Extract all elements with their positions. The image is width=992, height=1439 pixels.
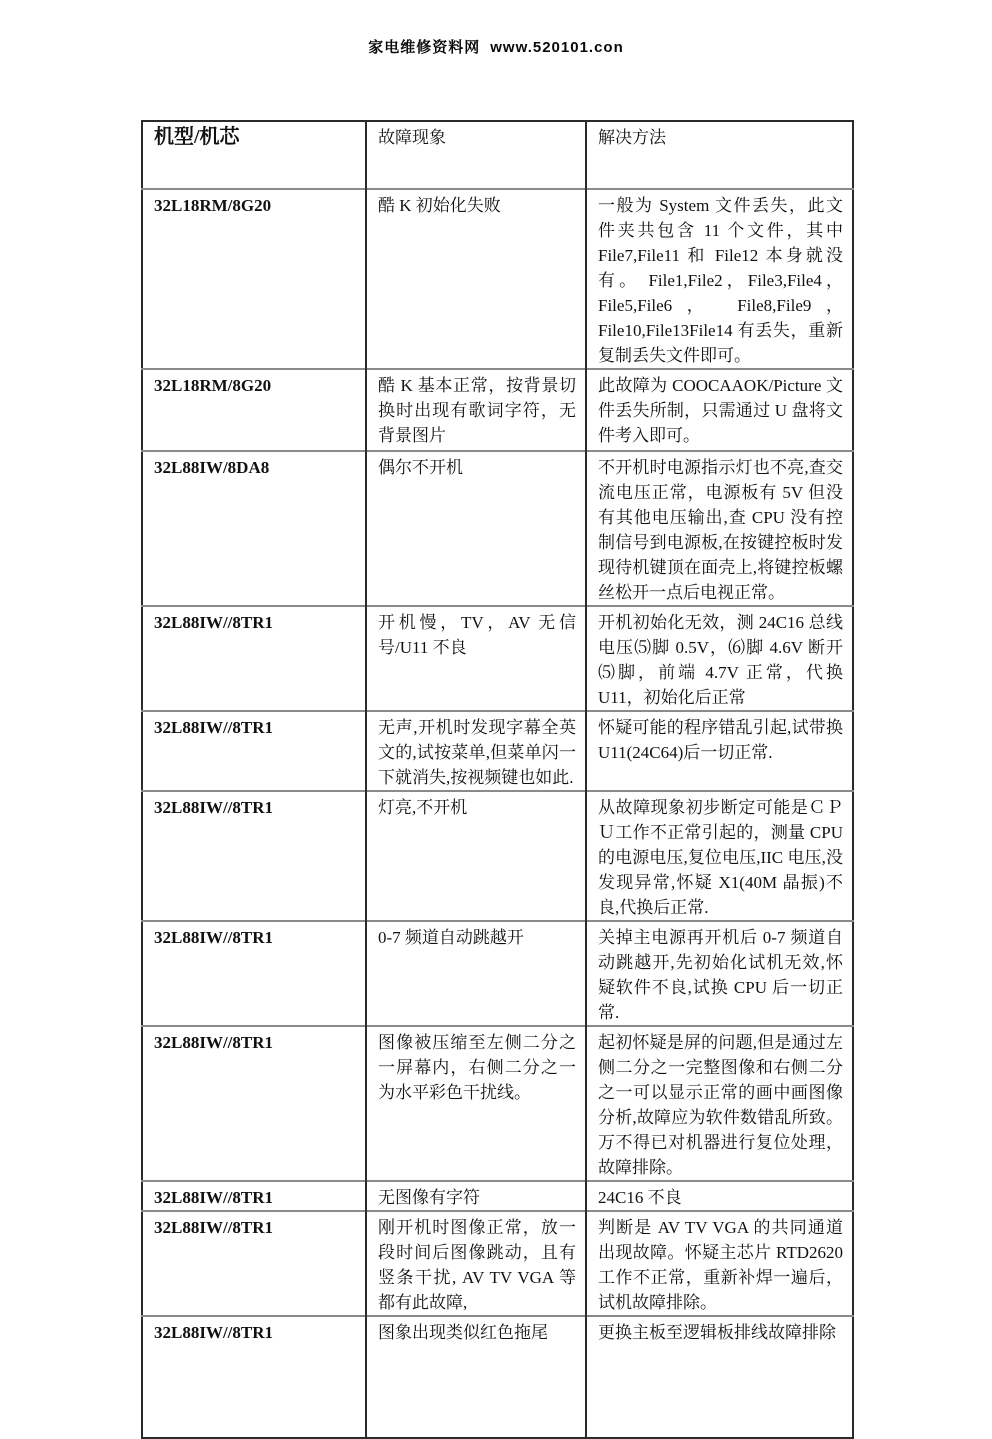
model-cell: 32L18RM/8G20 <box>142 369 366 451</box>
solution-cell: 不开机时电源指示灯也不亮,查交流电压正常，电源板有 5V 但没有其他电压输出,查 CPU 没有控制信号到电源板,在按键控板时发现待机键顶在面壳上,将键控板螺丝松开一点后电视正常。 <box>586 451 853 606</box>
fault-cell: 开机慢，TV，AV 无信号/U11 不良 <box>366 606 586 711</box>
table-row <box>142 189 853 369</box>
model-cell: 32L88IW/8DA8 <box>142 451 366 606</box>
model-cell: 32L88IW//8TR1 <box>142 1316 366 1438</box>
column-header-model: 机型/机芯 <box>154 126 240 148</box>
model-cell: 32L88IW//8TR1 <box>142 921 366 1026</box>
table-row <box>142 1181 853 1211</box>
site-name: 家电维修资料网 <box>368 39 481 56</box>
model-cell: 32L88IW//8TR1 <box>142 606 366 711</box>
solution-cell: 关掉主电源再开机后 0-7 频道自动跳越开,先初始化试机无效,怀疑软件不良,试换 CPU 后一切正常. <box>586 921 853 1026</box>
fault-cell: 无声,开机时发现字幕全英文的,试按菜单,但菜单闪一下就消失,按视频键也如此. <box>366 711 586 791</box>
fault-cell: 0-7 频道自动跳越开 <box>366 921 586 1026</box>
table-row <box>142 1026 853 1181</box>
fault-cell: 酷 K 初始化失败 <box>366 189 586 369</box>
table-row <box>142 791 853 921</box>
fault-cell: 灯亮,不开机 <box>366 791 586 921</box>
solution-cell: 起初怀疑是屏的问题,但是通过左侧二分之一完整图像和右侧二分之一可以显示正常的画中画图像分析,故障应为软件数错乱所致。万不得已对机器进行复位处理，故障排除。 <box>586 1026 853 1181</box>
solution-cell: 判断是 AV TV VGA 的共同通道出现故障。怀疑主芯片 RTD2620 工作不正常，重新补焊一遍后，试机故障排除。 <box>586 1211 853 1316</box>
fault-cell: 偶尔不开机 <box>366 451 586 606</box>
table-row <box>142 921 853 1026</box>
table-row <box>142 711 853 791</box>
table-header-row <box>142 121 853 189</box>
column-header-solution: 解决方法 <box>586 121 853 189</box>
table-row <box>142 451 853 606</box>
table-row <box>142 1211 853 1316</box>
site-url: www.520101.con <box>490 39 624 56</box>
fault-cell: 图象出现类似红色拖尾 <box>366 1316 586 1438</box>
model-cell: 32L88IW//8TR1 <box>142 1211 366 1316</box>
model-cell: 32L88IW//8TR1 <box>142 791 366 921</box>
fault-cell: 刚开机时图像正常，放一段时间后图像跳动，且有竖条干扰, AV TV VGA 等都有此故障, <box>366 1211 586 1316</box>
model-cell: 32L88IW//8TR1 <box>142 1181 366 1211</box>
model-cell: 32L88IW//8TR1 <box>142 1026 366 1181</box>
solution-cell: 24C16 不良 <box>586 1181 853 1211</box>
fault-cell: 图像被压缩至左侧二分之一屏幕内，右侧二分之一为水平彩色干扰线。 <box>366 1026 586 1181</box>
table-row <box>142 606 853 711</box>
solution-cell: 开机初始化无效，测 24C16 总线电压⑸脚 0.5V，⑹脚 4.6V 断开⑸脚，前端 4.7V 正常，代换 U11，初始化后正常 <box>586 606 853 711</box>
site-header <box>0 36 992 57</box>
model-cell: 32L88IW//8TR1 <box>142 711 366 791</box>
model-cell: 32L18RM/8G20 <box>142 189 366 369</box>
fault-cell: 酷 K 基本正常，按背景切换时出现有歌词字符，无背景图片 <box>366 369 586 451</box>
solution-cell: 怀疑可能的程序错乱引起,试带换 U11(24C64)后一切正常. <box>586 711 853 791</box>
fault-table <box>141 120 854 1439</box>
solution-cell: 更换主板至逻辑板排线故障排除 <box>586 1316 853 1438</box>
column-header-fault: 故障现象 <box>366 121 586 189</box>
solution-cell: 此故障为 COOCAAOK/Picture 文件丢失所制，只需通过 U 盘将文件考入即可。 <box>586 369 853 451</box>
solution-cell: 从故障现象初步断定可能是ＣＰＵ工作不正常引起的，测量 CPU 的电源电压,复位电压,IIC 电压,没发现异常,怀疑 X1(40M 晶振)不良,代换后正常. <box>586 791 853 921</box>
fault-cell: 无图像有字符 <box>366 1181 586 1211</box>
solution-cell: 一般为 System 文件丢失，此文件夹共包含 11 个文件，其中 File7,File11 和 File12 本身就没有。 File1,File2，File3,File4， File5,File6， File8,File9，File10,File13File14 有丢失，重新复制丢失文件即可。 <box>586 189 853 369</box>
table-row <box>142 369 853 451</box>
table-row <box>142 1316 853 1438</box>
